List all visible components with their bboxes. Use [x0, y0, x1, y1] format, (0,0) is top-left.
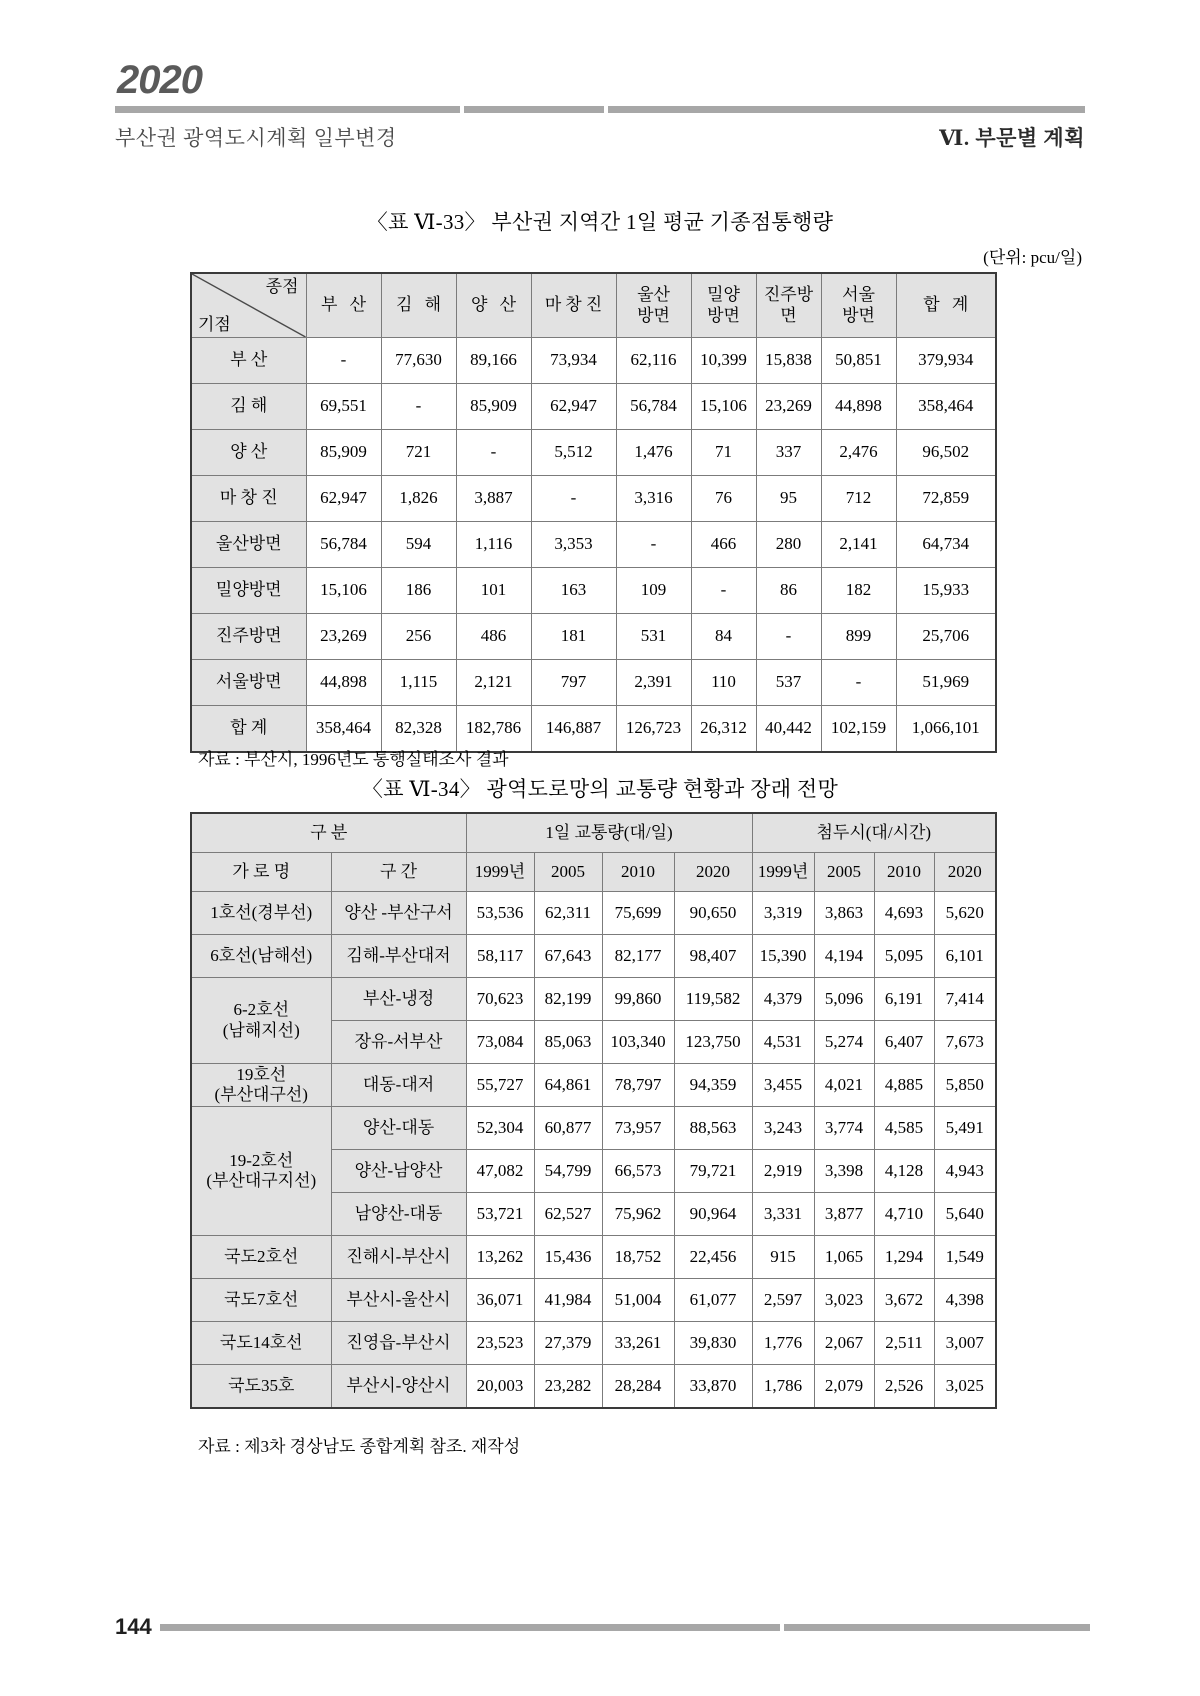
table2-value-cell: 6,407 — [874, 1021, 934, 1064]
table2-value-cell: 27,379 — [534, 1322, 602, 1365]
table2-value-cell: 55,727 — [466, 1064, 534, 1107]
table1-cell: - — [381, 384, 456, 430]
column-header-line1: 합 계 — [923, 295, 973, 315]
table2-value-cell: 82,199 — [534, 978, 602, 1021]
table2-value-cell: 70,623 — [466, 978, 534, 1021]
table1-cell: 3,887 — [456, 476, 531, 522]
table2-value-cell: 13,262 — [466, 1236, 534, 1279]
table1-cell: 2,476 — [821, 430, 896, 476]
table1-cell: 102,159 — [821, 706, 896, 753]
table2-section-cell: 부산시-양산시 — [331, 1365, 466, 1409]
table1-cell: 64,734 — [896, 522, 996, 568]
table2-road-name-cell: 6호선(남해선) — [191, 935, 331, 978]
road-name-line1: 6-2호선 — [233, 1000, 289, 1020]
table2-section-cell: 부산-냉정 — [331, 978, 466, 1021]
table1-cell: 899 — [821, 614, 896, 660]
table2-value-cell: 3,319 — [752, 892, 814, 935]
table1-cell: 186 — [381, 568, 456, 614]
table2-road-name-cell: 국도35호 — [191, 1365, 331, 1409]
table1-cell: 69,551 — [306, 384, 381, 430]
table2-section-cell: 양산-남양산 — [331, 1150, 466, 1193]
column-header-line2: 방면 — [637, 305, 670, 325]
table2-value-cell: 5,491 — [934, 1107, 996, 1150]
table1-cell: 256 — [381, 614, 456, 660]
road-name-line2: (부산대구선) — [214, 1085, 308, 1104]
table2-value-cell: 53,721 — [466, 1193, 534, 1236]
table2-value-cell: 2,079 — [814, 1365, 874, 1409]
origin-destination-table — [190, 272, 997, 753]
table2-value-cell: 4,693 — [874, 892, 934, 935]
table2-value-cell: 15,436 — [534, 1236, 602, 1279]
table1-row-header: 울산방면 — [191, 522, 306, 568]
table1-cell: 50,851 — [821, 338, 896, 384]
table2-section-cell: 장유-서부산 — [331, 1021, 466, 1064]
table2-value-cell: 4,398 — [934, 1279, 996, 1322]
column-header-line1: 밀양 — [707, 285, 740, 305]
table1-cell: 5,512 — [531, 430, 616, 476]
table2-value-cell: 3,007 — [934, 1322, 996, 1365]
table2-value-cell: 3,398 — [814, 1150, 874, 1193]
table2-value-cell: 1,294 — [874, 1236, 934, 1279]
table1-cell: 182,786 — [456, 706, 531, 753]
table2-value-cell: 1,549 — [934, 1236, 996, 1279]
table2-value-cell: 2,511 — [874, 1322, 934, 1365]
table2-value-cell: 67,643 — [534, 935, 602, 978]
table2-value-cell: 39,830 — [674, 1322, 752, 1365]
table2-value-cell: 1,776 — [752, 1322, 814, 1365]
table1-cell: 72,859 — [896, 476, 996, 522]
table1-cell: 379,934 — [896, 338, 996, 384]
table-row — [191, 1322, 996, 1365]
table1-cell: 85,909 — [306, 430, 381, 476]
table2-value-cell: 119,582 — [674, 978, 752, 1021]
table2-value-cell: 61,077 — [674, 1279, 752, 1322]
table2-value-cell: 5,620 — [934, 892, 996, 935]
header-left-title: 부산권 광역도시계획 일부변경 — [115, 126, 397, 150]
table1-cell: 85,909 — [456, 384, 531, 430]
table2-value-cell: 62,311 — [534, 892, 602, 935]
table2-value-cell: 6,191 — [874, 978, 934, 1021]
road-traffic-forecast-table — [190, 812, 997, 1409]
table1-cell: 15,106 — [306, 568, 381, 614]
table1-cell: 337 — [756, 430, 821, 476]
table2-value-cell: 5,640 — [934, 1193, 996, 1236]
table-row — [191, 1064, 996, 1107]
table1-cell: 10,399 — [691, 338, 756, 384]
table1-cell: - — [821, 660, 896, 706]
table2-value-cell: 4,585 — [874, 1107, 934, 1150]
table2-road-name-cell: 1호선(경부선) — [191, 892, 331, 935]
table2-year-header: 2020 — [934, 853, 996, 892]
table1-column-header — [456, 273, 531, 338]
table1-row-header: 합 계 — [191, 706, 306, 753]
table2-value-cell: 52,304 — [466, 1107, 534, 1150]
table2-value-cell: 90,964 — [674, 1193, 752, 1236]
table2-section-cell: 부산시-울산시 — [331, 1279, 466, 1322]
table1-cell: 1,066,101 — [896, 706, 996, 753]
table-row — [191, 430, 996, 476]
table2-value-cell: 4,885 — [874, 1064, 934, 1107]
table1-cell: 466 — [691, 522, 756, 568]
table2-value-cell: 82,177 — [602, 935, 674, 978]
table-row — [191, 568, 996, 614]
table2-value-cell: 3,863 — [814, 892, 874, 935]
table2-value-cell: 4,128 — [874, 1150, 934, 1193]
table1-row-header: 양 산 — [191, 430, 306, 476]
table-row — [191, 384, 996, 430]
table2-value-cell: 5,096 — [814, 978, 874, 1021]
table2-value-cell: 73,957 — [602, 1107, 674, 1150]
table1-cell: 84 — [691, 614, 756, 660]
table2-value-cell: 51,004 — [602, 1279, 674, 1322]
table2-section-cell: 대동-대저 — [331, 1064, 466, 1107]
table1-cell: - — [616, 522, 691, 568]
table1-cell: 15,838 — [756, 338, 821, 384]
table2-section-cell: 양산 -부산구서 — [331, 892, 466, 935]
table1-cell: 1,115 — [381, 660, 456, 706]
table2-value-cell: 41,984 — [534, 1279, 602, 1322]
table2-value-cell: 4,531 — [752, 1021, 814, 1064]
table1-column-header — [381, 273, 456, 338]
table1-cell: 95 — [756, 476, 821, 522]
table1-cell: 2,121 — [456, 660, 531, 706]
table2-value-cell: 94,359 — [674, 1064, 752, 1107]
table2-value-cell: 5,850 — [934, 1064, 996, 1107]
table1-wrapper — [190, 272, 997, 753]
table2-value-cell: 1,786 — [752, 1365, 814, 1409]
table2-road-name-cell: 국도7호선 — [191, 1279, 331, 1322]
table-row — [191, 892, 996, 935]
table2-group-header-row — [191, 813, 996, 853]
table-row — [191, 1365, 996, 1409]
table1-cell: 1,826 — [381, 476, 456, 522]
table1-row-header: 김 해 — [191, 384, 306, 430]
header-rule — [115, 106, 1085, 113]
header-title-line — [115, 122, 1085, 152]
table2-value-cell: 33,261 — [602, 1322, 674, 1365]
table2-value-cell: 3,023 — [814, 1279, 874, 1322]
column-header-line1: 양 산 — [470, 295, 521, 315]
table1-cell: 3,353 — [531, 522, 616, 568]
table2-value-cell: 3,774 — [814, 1107, 874, 1150]
table1-cell: 358,464 — [896, 384, 996, 430]
table2-value-cell: 2,067 — [814, 1322, 874, 1365]
table1-caption: 〈표 Ⅵ-33〉 부산권 지역간 1일 평균 기종점통행량 — [366, 210, 834, 234]
table1-cell: 3,316 — [616, 476, 691, 522]
table1-cell: 2,391 — [616, 660, 691, 706]
column-header-line2: 방면 — [842, 305, 875, 325]
table2-value-cell: 47,082 — [466, 1150, 534, 1193]
table2-value-cell: 6,101 — [934, 935, 996, 978]
table2-value-cell: 88,563 — [674, 1107, 752, 1150]
column-header-line1: 마창진 — [544, 295, 607, 315]
table2-value-cell: 98,407 — [674, 935, 752, 978]
table2-road-name-cell — [191, 1107, 331, 1236]
table2-daily-traffic-group-header: 1일 교통량(대/일) — [466, 813, 752, 853]
table2-caption: 〈표 Ⅵ-34〉 광역도로망의 교통량 현황과 장래 전망 — [361, 777, 839, 801]
table2-value-cell: 79,721 — [674, 1150, 752, 1193]
table1-column-header — [306, 273, 381, 338]
table1-cell: 594 — [381, 522, 456, 568]
table1-cell: 358,464 — [306, 706, 381, 753]
table2-year-header: 2005 — [814, 853, 874, 892]
table1-cell: 86 — [756, 568, 821, 614]
table2-division-group-header: 구 분 — [191, 813, 466, 853]
table1-cell: - — [306, 338, 381, 384]
footer-rule-segment-2 — [784, 1624, 1090, 1631]
table1-cell: - — [531, 476, 616, 522]
table1-cell: 486 — [456, 614, 531, 660]
table1-cell: 101 — [456, 568, 531, 614]
table1-cell: 15,106 — [691, 384, 756, 430]
table2-value-cell: 53,536 — [466, 892, 534, 935]
table2-year-header: 2005 — [534, 853, 602, 892]
table2-value-cell: 3,877 — [814, 1193, 874, 1236]
table1-cell: 71 — [691, 430, 756, 476]
table1-cell: - — [456, 430, 531, 476]
table2-source-note: 자료 : 제3차 경상남도 종합계획 참조. 재작성 — [198, 1437, 521, 1456]
column-header-line1: 부 산 — [320, 295, 371, 315]
table1-cell: 712 — [821, 476, 896, 522]
table2-year-header: 1999년 — [466, 853, 534, 892]
road-name-line2: (남해지선) — [222, 1020, 300, 1040]
table-row — [191, 1279, 996, 1322]
table1-column-header — [756, 273, 821, 338]
table1-cell: - — [691, 568, 756, 614]
table1-cell: 181 — [531, 614, 616, 660]
table2-value-cell: 103,340 — [602, 1021, 674, 1064]
table1-cell: 163 — [531, 568, 616, 614]
table2-value-cell: 18,752 — [602, 1236, 674, 1279]
table1-cell: 23,269 — [306, 614, 381, 660]
table-row — [191, 522, 996, 568]
table2-value-cell: 75,962 — [602, 1193, 674, 1236]
table1-row-header: 마 창 진 — [191, 476, 306, 522]
column-header-line1: 진주방 — [763, 285, 814, 305]
table1-column-header — [616, 273, 691, 338]
table1-cell: 2,141 — [821, 522, 896, 568]
table-row — [191, 338, 996, 384]
table-row — [191, 660, 996, 706]
header-right-title: Ⅵ. 부문별 계획 — [939, 126, 1085, 150]
table2-value-cell: 3,331 — [752, 1193, 814, 1236]
table2-value-cell: 123,750 — [674, 1021, 752, 1064]
table2-value-cell: 2,526 — [874, 1365, 934, 1409]
table2-section-header: 구 간 — [331, 853, 466, 892]
origin-destination-corner-cell — [191, 273, 306, 338]
corner-destination-label: 종점 — [265, 277, 299, 296]
table-row — [191, 614, 996, 660]
column-header-line2: 방면 — [707, 305, 740, 325]
table1-cell: 56,784 — [306, 522, 381, 568]
column-header-line1: 서울 — [842, 285, 875, 305]
footer-rule-segment-1 — [160, 1624, 780, 1631]
table1-cell: 40,442 — [756, 706, 821, 753]
table1-cell: 109 — [616, 568, 691, 614]
year-mark: 2020 — [117, 58, 202, 102]
table2-value-cell: 4,194 — [814, 935, 874, 978]
corner-origin-label: 기점 — [198, 314, 231, 334]
table2-peak-hour-group-header: 첨두시(대/시간) — [752, 813, 996, 853]
table2-value-cell: 36,071 — [466, 1279, 534, 1322]
table1-cell: - — [756, 614, 821, 660]
table1-cell: 126,723 — [616, 706, 691, 753]
header-rule-segment-3 — [608, 106, 1085, 113]
table2-value-cell: 28,284 — [602, 1365, 674, 1409]
table2-year-header: 1999년 — [752, 853, 814, 892]
table1-row-header: 밀양방면 — [191, 568, 306, 614]
table2-value-cell: 4,710 — [874, 1193, 934, 1236]
table2-value-cell: 7,673 — [934, 1021, 996, 1064]
table1-row-header: 진주방면 — [191, 614, 306, 660]
table2-year-header: 2010 — [602, 853, 674, 892]
table1-cell: 146,887 — [531, 706, 616, 753]
table2-value-cell: 85,063 — [534, 1021, 602, 1064]
page-footer — [115, 1614, 1090, 1640]
table-row — [191, 935, 996, 978]
column-header-line1: 울산 — [637, 285, 670, 305]
table1-cell: 531 — [616, 614, 691, 660]
table1-cell: 62,116 — [616, 338, 691, 384]
table2-value-cell: 4,021 — [814, 1064, 874, 1107]
road-name-line1: 19-2호선 — [229, 1150, 294, 1170]
table2-road-name-cell: 국도2호선 — [191, 1236, 331, 1279]
table2-sub-header-row — [191, 853, 996, 892]
table-row — [191, 1107, 996, 1150]
table2-value-cell: 2,597 — [752, 1279, 814, 1322]
header-rule-segment-1 — [115, 106, 460, 113]
table2-value-cell: 60,877 — [534, 1107, 602, 1150]
table1-cell: 44,898 — [306, 660, 381, 706]
table2-road-name-cell — [191, 1064, 331, 1107]
table1-cell: 76 — [691, 476, 756, 522]
table2-value-cell: 3,243 — [752, 1107, 814, 1150]
table2-value-cell: 15,390 — [752, 935, 814, 978]
table1-cell: 62,947 — [306, 476, 381, 522]
table1-column-header — [531, 273, 616, 338]
footer-rule — [160, 1624, 1090, 1631]
table2-value-cell: 5,095 — [874, 935, 934, 978]
table2-value-cell: 4,379 — [752, 978, 814, 1021]
table-row — [191, 978, 996, 1021]
table2-value-cell: 4,943 — [934, 1150, 996, 1193]
table1-column-header — [896, 273, 996, 338]
table2-value-cell: 3,455 — [752, 1064, 814, 1107]
table1-cell: 51,969 — [896, 660, 996, 706]
table2-value-cell: 3,672 — [874, 1279, 934, 1322]
table1-cell: 44,898 — [821, 384, 896, 430]
table2-value-cell: 20,003 — [466, 1365, 534, 1409]
table2-value-cell: 7,414 — [934, 978, 996, 1021]
header-rule-segment-2 — [464, 106, 604, 113]
table2-value-cell: 78,797 — [602, 1064, 674, 1107]
table2-value-cell: 22,456 — [674, 1236, 752, 1279]
table2-section-cell: 진해시-부산시 — [331, 1236, 466, 1279]
table2-value-cell: 3,025 — [934, 1365, 996, 1409]
table1-cell: 26,312 — [691, 706, 756, 753]
table2-value-cell: 54,799 — [534, 1150, 602, 1193]
table1-cell: 110 — [691, 660, 756, 706]
table1-cell: 23,269 — [756, 384, 821, 430]
table1-cell: 96,502 — [896, 430, 996, 476]
table2-value-cell: 23,523 — [466, 1322, 534, 1365]
table2-section-cell: 남양산-대동 — [331, 1193, 466, 1236]
road-name-line1: 19호선 — [236, 1064, 287, 1084]
table1-cell: 56,784 — [616, 384, 691, 430]
road-name-line2: (부산대구지선) — [206, 1171, 317, 1190]
table2-value-cell: 2,919 — [752, 1150, 814, 1193]
table1-cell: 77,630 — [381, 338, 456, 384]
table2-value-cell: 75,699 — [602, 892, 674, 935]
table1-row-header: 부 산 — [191, 338, 306, 384]
table2-value-cell: 64,861 — [534, 1064, 602, 1107]
table1-cell: 537 — [756, 660, 821, 706]
table2-section-cell: 진영읍-부산시 — [331, 1322, 466, 1365]
table-row — [191, 1236, 996, 1279]
table2-value-cell: 99,860 — [602, 978, 674, 1021]
table-row — [191, 476, 996, 522]
table1-cell: 82,328 — [381, 706, 456, 753]
table1-header-row — [191, 273, 996, 338]
table2-value-cell: 58,117 — [466, 935, 534, 978]
table2-year-header: 2020 — [674, 853, 752, 892]
table1-cell: 89,166 — [456, 338, 531, 384]
table2-value-cell: 73,084 — [466, 1021, 534, 1064]
table1-cell: 15,933 — [896, 568, 996, 614]
page-header — [115, 60, 1085, 152]
table2-value-cell: 5,274 — [814, 1021, 874, 1064]
column-header-line2: 면 — [780, 305, 797, 325]
table2-value-cell: 915 — [752, 1236, 814, 1279]
table1-source-note: 자료 : 부산시, 1996년도 통행실태조사 결과 — [198, 750, 509, 769]
table2-section-cell: 양산-대동 — [331, 1107, 466, 1150]
table2-road-name-cell: 국도14호선 — [191, 1322, 331, 1365]
table2-value-cell: 33,870 — [674, 1365, 752, 1409]
table1-cell: 1,476 — [616, 430, 691, 476]
table2-value-cell: 90,650 — [674, 892, 752, 935]
table2-road-name-cell — [191, 978, 331, 1064]
column-header-line1: 김 해 — [395, 295, 446, 315]
table1-cell: 280 — [756, 522, 821, 568]
table1-cell: 62,947 — [531, 384, 616, 430]
table1-row-header: 서울방면 — [191, 660, 306, 706]
table2-value-cell: 23,282 — [534, 1365, 602, 1409]
table2-value-cell: 66,573 — [602, 1150, 674, 1193]
table1-column-header — [691, 273, 756, 338]
table2-wrapper — [190, 812, 997, 1409]
table2-year-header: 2010 — [874, 853, 934, 892]
table1-cell: 25,706 — [896, 614, 996, 660]
table2-road-name-header: 가 로 명 — [191, 853, 331, 892]
table1-cell: 1,116 — [456, 522, 531, 568]
page-number: 144 — [115, 1614, 152, 1639]
table2-value-cell: 1,065 — [814, 1236, 874, 1279]
table1-cell: 182 — [821, 568, 896, 614]
table2-section-cell: 김해-부산대저 — [331, 935, 466, 978]
table1-cell: 721 — [381, 430, 456, 476]
table1-unit-note: (단위: pcu/일) — [983, 248, 1082, 267]
table2-value-cell: 62,527 — [534, 1193, 602, 1236]
table1-column-header — [821, 273, 896, 338]
table1-cell: 73,934 — [531, 338, 616, 384]
table1-cell: 797 — [531, 660, 616, 706]
